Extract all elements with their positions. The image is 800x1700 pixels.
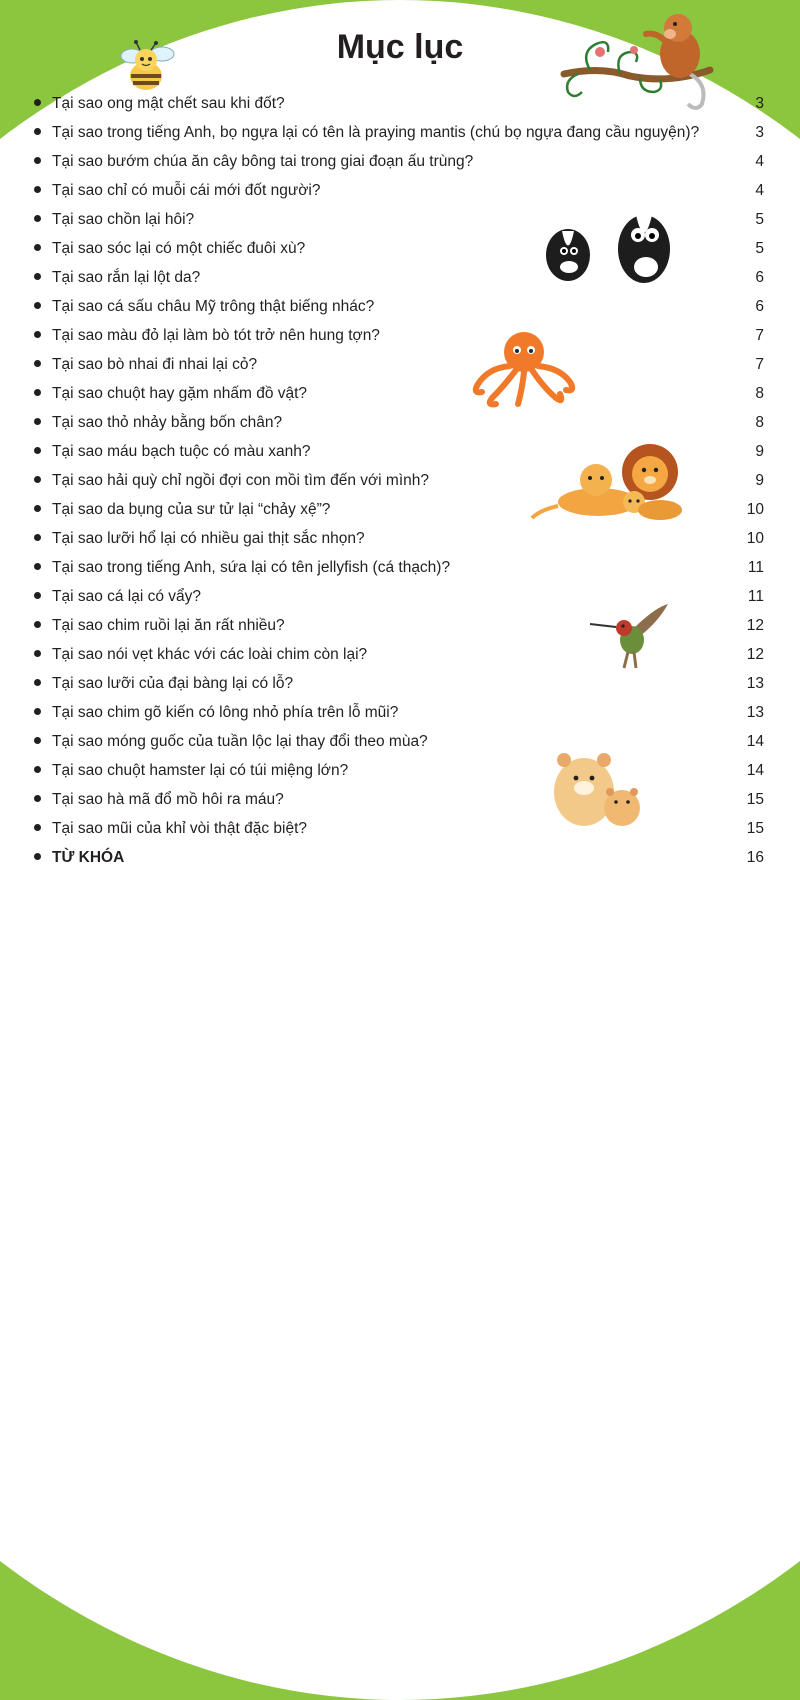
bullet-icon	[34, 853, 41, 860]
bullet-icon	[34, 563, 41, 570]
toc-entry-title: Tại sao rắn lại lột da?	[52, 269, 201, 286]
toc-entry-page-number: 7	[755, 327, 764, 344]
bullet-icon	[34, 679, 41, 686]
toc-entry-page-number: 8	[755, 385, 764, 402]
toc-entry-page-number: 11	[747, 559, 764, 576]
toc-entry-page-number: 3	[755, 124, 764, 141]
page-title: Mục lục	[336, 28, 464, 66]
toc-entry-page-number: 5	[755, 240, 764, 257]
toc-entry-page-number: 10	[746, 530, 764, 547]
bullet-icon	[34, 795, 41, 802]
toc-entry-title: Tại sao trong tiếng Anh, sứa lại có tên jellyfish (cá thạch)?	[52, 559, 451, 576]
toc-entry-page-number: 15	[746, 820, 764, 837]
bullet-icon	[34, 534, 41, 541]
bullet-icon	[34, 476, 41, 483]
toc-entry-title: Tại sao bướm chúa ăn cây bông tai trong giai đoạn ấu trùng?	[52, 153, 474, 170]
toc-entry-title: Tại sao chuột hay gặm nhấm đồ vật?	[52, 385, 308, 402]
toc-entry-title: Tại sao mũi của khỉ vòi thật đặc biệt?	[52, 820, 308, 837]
bullet-icon	[34, 592, 41, 599]
toc-entry-title: Tại sao lưỡi hổ lại có nhiều gai thịt sắc nhọn?	[52, 530, 365, 547]
toc-entry-page-number: 15	[746, 791, 764, 808]
toc-entry	[0, 121, 800, 150]
bullet-icon	[34, 824, 41, 831]
toc-entry	[0, 411, 800, 440]
toc-entry-title: Tại sao lưỡi của đại bàng lại có lỗ?	[52, 675, 294, 692]
toc-entry-page-number: 5	[755, 211, 764, 228]
toc-entry-title: Tại sao da bụng của sư tử lại “chảy xệ”?	[52, 501, 331, 518]
toc-entry-title: Tại sao máu bạch tuộc có màu xanh?	[52, 443, 311, 460]
bullet-icon	[34, 360, 41, 367]
octopus-icon	[470, 328, 578, 410]
toc-entry-title: TỪ KHÓA	[52, 849, 125, 866]
toc-entry-page-number: 12	[746, 617, 764, 634]
toc-entry-title: Tại sao cá sấu châu Mỹ trông thật biếng nhác?	[52, 298, 375, 315]
toc-entry-title: Tại sao chuột hamster lại có túi miệng lớn?	[52, 762, 349, 779]
toc-entry	[0, 237, 800, 266]
toc-entry-page-number: 14	[746, 733, 764, 750]
bullet-icon	[34, 389, 41, 396]
toc-entry	[0, 759, 800, 788]
bullet-icon	[34, 157, 41, 164]
toc-entry	[0, 817, 800, 846]
toc-entry	[0, 295, 800, 324]
toc-entry-page-number: 14	[746, 762, 764, 779]
toc-entry	[0, 788, 800, 817]
toc-entry-page-number: 8	[755, 414, 764, 431]
toc-entry	[0, 382, 800, 411]
toc-entry-page-number: 3	[755, 95, 764, 112]
toc-entry	[0, 585, 800, 614]
toc-entry-page-number: 13	[746, 675, 764, 692]
toc-entry	[0, 672, 800, 701]
skunks-icon	[540, 205, 680, 287]
toc-entry	[0, 179, 800, 208]
bullet-icon	[34, 621, 41, 628]
toc-entry-title: Tại sao móng guốc của tuần lộc lại thay đổi theo mùa?	[52, 733, 428, 750]
toc-entry-title: Tại sao hà mã đổ mồ hôi ra máu?	[52, 791, 284, 808]
toc-entry-page-number: 10	[746, 501, 764, 518]
bullet-icon	[34, 447, 41, 454]
toc-entry	[0, 701, 800, 730]
toc-entry-title: Tại sao nói vẹt khác với các loài chim còn lại?	[52, 646, 368, 663]
toc-entry-page-number: 12	[746, 646, 764, 663]
toc-entry-title: Tại sao bò nhai đi nhai lại cỏ?	[52, 356, 258, 373]
toc-entry-title: Tại sao màu đỏ lại làm bò tót trở nên hung tợn?	[52, 327, 380, 344]
toc-entry	[0, 150, 800, 179]
bullet-icon	[34, 737, 41, 744]
toc-entry	[0, 208, 800, 237]
toc-entry-title: Tại sao trong tiếng Anh, bọ ngựa lại có tên là praying mantis (chú bọ ngựa đang cầu nguyện)?	[52, 124, 700, 141]
toc-entry-page-number: 4	[755, 153, 764, 170]
toc-entry-page-number: 11	[747, 588, 764, 605]
toc-entry	[0, 730, 800, 759]
bullet-icon	[34, 505, 41, 512]
toc-entry	[0, 266, 800, 295]
bullet-icon	[34, 273, 41, 280]
bullet-icon	[34, 650, 41, 657]
toc-entry-page-number: 13	[746, 704, 764, 721]
toc-entry-title: Tại sao ong mật chết sau khi đốt?	[52, 95, 285, 112]
toc-entry	[0, 527, 800, 556]
toc-entry-title: Tại sao chim ruồi lại ăn rất nhiều?	[52, 617, 285, 634]
toc-entry-title: Tại sao chỉ có muỗi cái mới đốt người?	[52, 182, 321, 199]
toc-entry	[0, 643, 800, 672]
toc-entry-title: Tại sao cá lại có vẩy?	[52, 588, 202, 605]
lions-icon	[530, 440, 690, 524]
bee-icon	[118, 38, 180, 94]
proboscis-monkey-icon	[560, 4, 720, 110]
toc-entry-title: Tại sao hải quỳ chỉ ngồi đợi con mồi tìm đến với mình?	[52, 472, 430, 489]
toc-entry-page-number: 16	[746, 849, 764, 866]
toc-entry-title: Tại sao thỏ nhảy bằng bốn chân?	[52, 414, 283, 431]
toc-entry-title: Tại sao chồn lại hôi?	[52, 211, 195, 228]
toc-entry-page-number: 9	[755, 472, 764, 489]
toc-entry	[0, 324, 800, 353]
toc-entry	[0, 556, 800, 585]
toc-entry-page-number: 4	[755, 182, 764, 199]
hamsters-icon	[548, 742, 648, 828]
bullet-icon	[34, 766, 41, 773]
bullet-icon	[34, 128, 41, 135]
toc-entry-page-number: 7	[755, 356, 764, 373]
bullet-icon	[34, 708, 41, 715]
bullet-icon	[34, 215, 41, 222]
bullet-icon	[34, 244, 41, 251]
bullet-icon	[34, 331, 41, 338]
hummingbird-icon	[588, 602, 672, 672]
toc-entry-page-number: 6	[755, 269, 764, 286]
toc-entry-page-number: 9	[755, 443, 764, 460]
toc-entry-title: Tại sao chim gõ kiến có lông nhỏ phía trên lỗ mũi?	[52, 704, 399, 721]
toc-entry	[0, 614, 800, 643]
bullet-icon	[34, 99, 41, 106]
bullet-icon	[34, 418, 41, 425]
toc-entry-page-number: 6	[755, 298, 764, 315]
bullet-icon	[34, 302, 41, 309]
bullet-icon	[34, 186, 41, 193]
toc-entry	[0, 353, 800, 382]
toc-entry-title: Tại sao sóc lại có một chiếc đuôi xù?	[52, 240, 306, 257]
toc-entry-keywords	[0, 846, 800, 875]
